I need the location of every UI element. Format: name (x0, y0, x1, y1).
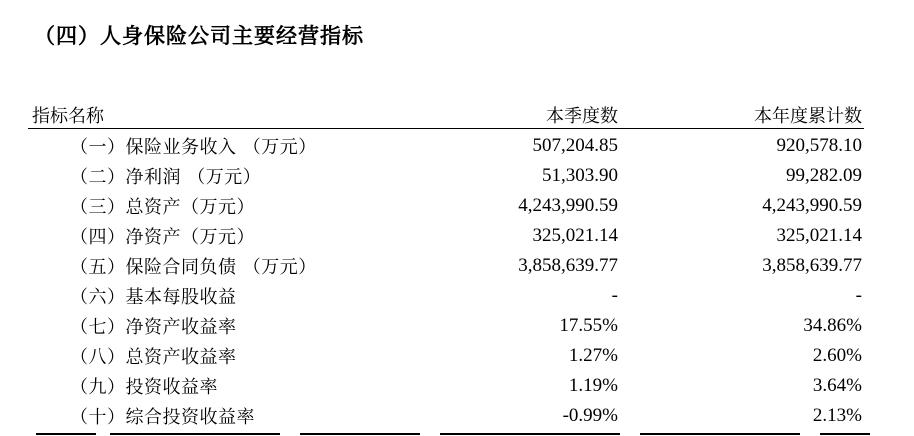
ytd-value: 325,021.14 (776, 225, 862, 246)
ytd-value: 3,858,639.77 (762, 255, 862, 276)
cropped-footnote-fragment (30, 430, 880, 436)
row-label: （十）综合投资收益率 (70, 407, 255, 428)
quarter-value: 325,021.14 (532, 225, 618, 246)
footnote-fragment (110, 433, 280, 435)
ytd-value: 3.64% (812, 375, 862, 396)
quarter-value: - (611, 285, 618, 306)
table-row (28, 311, 864, 341)
page-title: （四）人身保险公司主要经营指标 (34, 24, 364, 48)
ytd-value: 4,243,990.59 (762, 195, 862, 216)
row-label: （四）净资产（万元） (70, 227, 255, 248)
table-row (28, 341, 864, 371)
ytd-value: 99,282.09 (786, 165, 862, 186)
footnote-fragment (300, 433, 420, 435)
table-row (28, 221, 864, 251)
table-row (28, 129, 864, 162)
table-row (28, 401, 864, 431)
header-indicator-name: 指标名称 (28, 100, 388, 129)
footnote-fragment (640, 433, 800, 435)
quarter-value: 4,243,990.59 (518, 195, 618, 216)
row-label: （八）总资产收益率 (70, 347, 237, 368)
table-row (28, 281, 864, 311)
row-label: （六）基本每股收益 (70, 287, 237, 308)
footnote-fragment (36, 433, 96, 435)
table-body (28, 129, 864, 432)
row-label: （五）保险合同负债 （万元） (70, 257, 317, 278)
row-label: （七）净资产收益率 (70, 317, 237, 338)
header-current-quarter: 本季度数 (388, 100, 620, 129)
quarter-value: 51,303.90 (542, 165, 618, 186)
table-row (28, 371, 864, 401)
ytd-value: - (855, 285, 862, 306)
ytd-value: 2.60% (812, 345, 862, 366)
row-label: （三）总资产（万元） (70, 197, 255, 218)
row-label: （九）投资收益率 (70, 377, 218, 398)
quarter-value: -0.99% (562, 405, 618, 426)
indicators-table-container (28, 100, 864, 431)
table-row (28, 251, 864, 281)
ytd-value: 2.13% (812, 405, 862, 426)
row-label: （二）净利润 （万元） (70, 167, 262, 188)
indicators-table (28, 100, 864, 431)
row-label: （一）保险业务收入 （万元） (70, 137, 317, 158)
ytd-value: 920,578.10 (776, 135, 862, 156)
quarter-value: 3,858,639.77 (518, 255, 618, 276)
header-year-to-date: 本年度累计数 (620, 100, 864, 129)
table-header (28, 100, 864, 129)
header-row (28, 100, 864, 129)
footnote-fragment (820, 433, 870, 435)
table-row (28, 191, 864, 221)
quarter-value: 17.55% (559, 315, 618, 336)
quarter-value: 507,204.85 (532, 135, 618, 156)
quarter-value: 1.19% (568, 375, 618, 396)
ytd-value: 34.86% (803, 315, 862, 336)
quarter-value: 1.27% (568, 345, 618, 366)
footnote-fragment (440, 433, 620, 435)
table-row (28, 161, 864, 191)
